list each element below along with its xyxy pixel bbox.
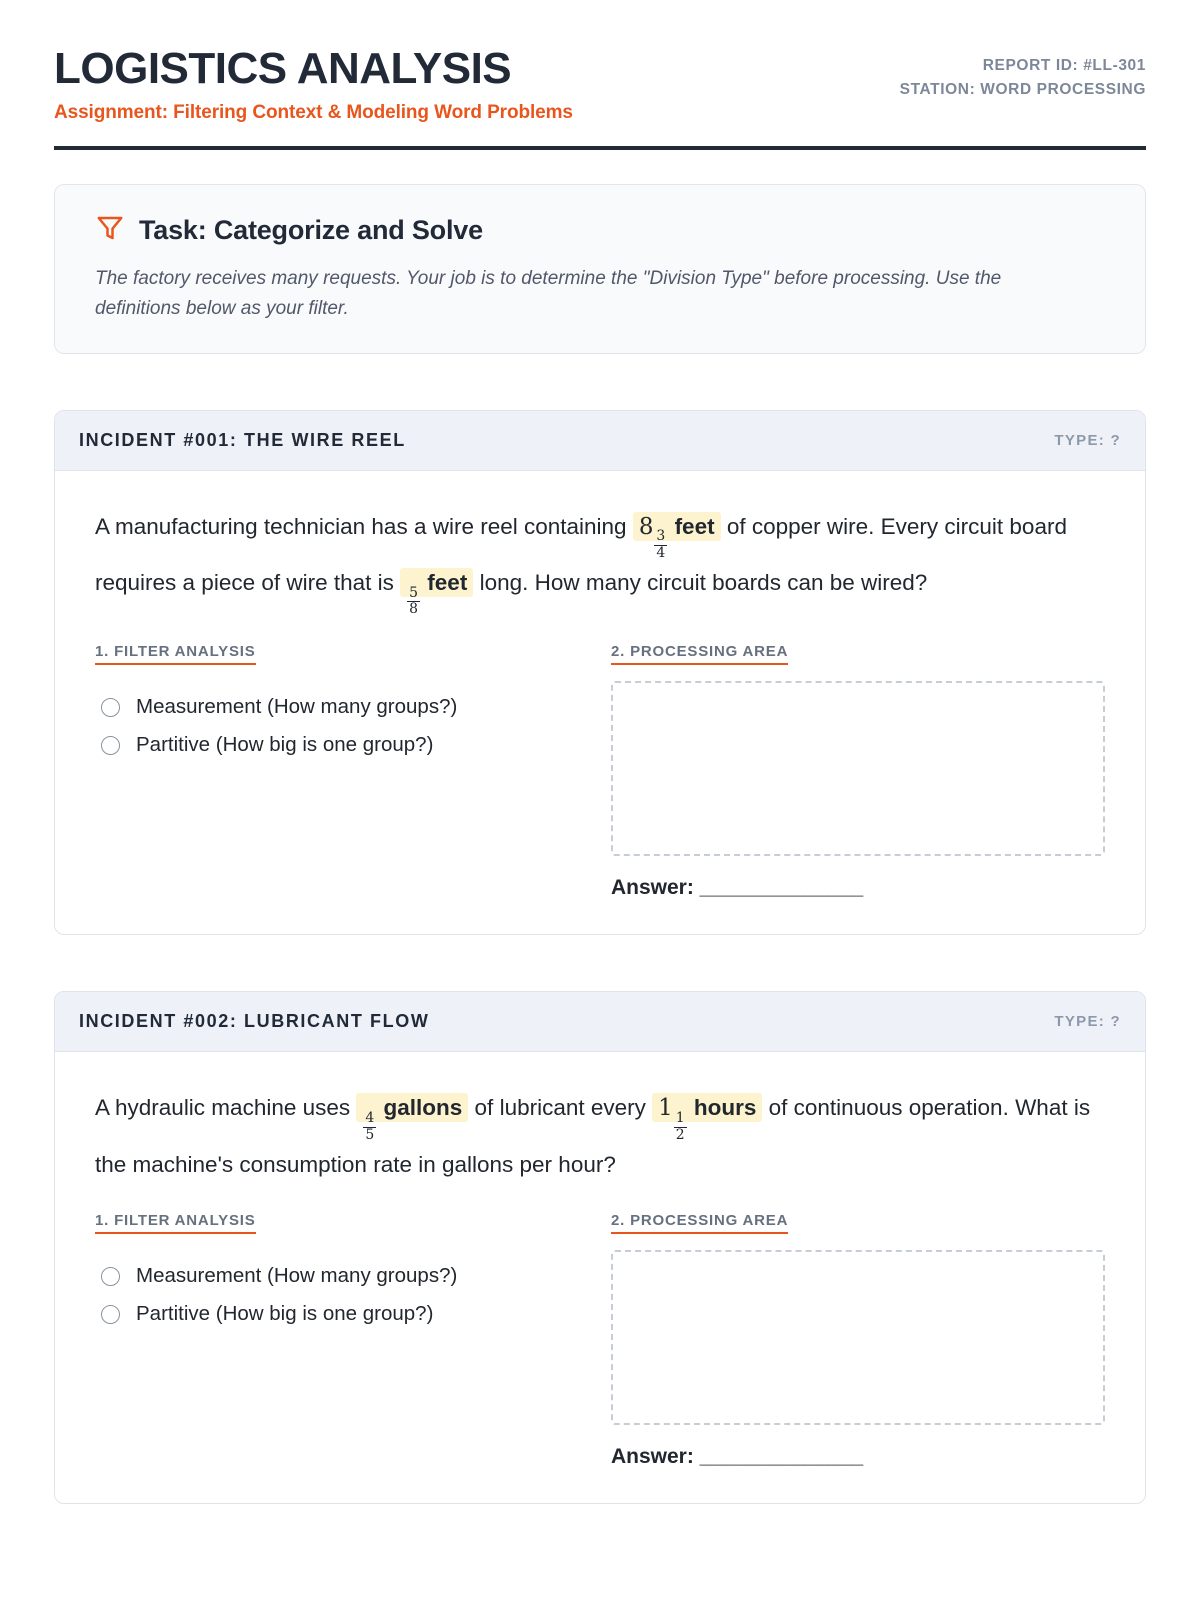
radio-measurement[interactable] (101, 1267, 120, 1286)
problem-statement (95, 505, 1105, 617)
problem-text-part1: A hydraulic machine uses (95, 1095, 357, 1121)
incident-header (55, 411, 1145, 471)
quantity-2-unit: hours (693, 1095, 757, 1121)
radio-partitive[interactable] (101, 736, 120, 755)
task-description: The factory receives many requests. Your job is to determine the "Division Type" before processing. Use the definitions below as your filter. (95, 268, 1002, 319)
choice-measurement-label: Measurement (How many groups?) (136, 1264, 458, 1288)
filter-analysis-column (95, 643, 565, 900)
page-title: LOGISTICS ANALYSIS (54, 44, 512, 93)
choice-partitive[interactable] (101, 733, 565, 757)
choice-partitive-label: Partitive (How big is one group?) (136, 733, 434, 757)
task-title: Task: Categorize and Solve (139, 215, 483, 246)
problem-text-part3: long. How many circuit boards can be wired? (473, 570, 928, 596)
processing-area-label: 2. PROCESSING AREA (611, 643, 788, 665)
problem-text-part2: of lubricant every (468, 1095, 653, 1121)
incident-header (55, 992, 1145, 1052)
quantity-1-numerator: 4 (365, 1109, 375, 1126)
choice-measurement[interactable] (101, 1264, 565, 1288)
incident-body (55, 471, 1145, 934)
incident-card-001 (54, 410, 1146, 935)
document-header (54, 46, 1146, 124)
quantity-1-unit: gallons (383, 1095, 463, 1121)
processing-area-column (611, 1212, 1105, 1469)
answer-line[interactable]: Answer: ______________ (611, 876, 864, 900)
choice-measurement[interactable] (101, 695, 565, 719)
quantity-2-whole: 1 (658, 1095, 673, 1122)
filter-analysis-label: 1. FILTER ANALYSIS (95, 643, 256, 665)
radio-partitive[interactable] (101, 1305, 120, 1324)
problem-statement (95, 1086, 1105, 1186)
quantity-2-fraction (407, 584, 420, 618)
incident-type-badge: TYPE: ? (1054, 1013, 1121, 1031)
work-row (95, 643, 1105, 900)
processing-area-label: 2. PROCESSING AREA (611, 1212, 788, 1234)
quantity-1-whole: 8 (638, 514, 654, 541)
header-left (54, 46, 573, 124)
task-card (54, 184, 1146, 354)
quantity-2-numerator: 5 (409, 584, 419, 601)
quantity-2-denominator: 8 (409, 601, 419, 618)
quantity-1-denominator: 5 (365, 1126, 375, 1143)
quantity-2-denominator: 2 (675, 1126, 685, 1143)
funnel-icon (95, 213, 125, 248)
station-label: STATION: WORD PROCESSING (899, 81, 1146, 99)
incident-id: INCIDENT #001: THE WIRE REEL (79, 430, 406, 451)
problem-text-part2: of copper wire. Every circuit board requires a piece of wire that is (95, 514, 1067, 596)
quantity-1-fraction (654, 530, 667, 561)
quantity-2-unit: feet (427, 570, 468, 596)
header-meta (900, 46, 1146, 102)
problem-text-part1: A manufacturing technician has a wire reel containing (95, 514, 633, 540)
quantity-2 (652, 1093, 762, 1143)
incident-type-badge: TYPE: ? (1054, 432, 1121, 450)
incident-id: INCIDENT #002: LUBRICANT FLOW (79, 1011, 430, 1032)
quantity-1-fraction (363, 1109, 376, 1143)
report-id: REPORT ID: #LL-301 (982, 57, 1146, 74)
choice-measurement-label: Measurement (How many groups?) (136, 695, 458, 719)
incident-body (55, 1052, 1145, 1503)
quantity-2-numerator: 1 (675, 1109, 685, 1126)
filter-analysis-column (95, 1212, 565, 1469)
quantity-1 (356, 1093, 468, 1143)
incident-card-002 (54, 991, 1146, 1504)
quantity-2-fraction (674, 1109, 687, 1143)
radio-measurement[interactable] (101, 698, 120, 717)
quantity-1-unit: feet (674, 514, 715, 540)
header-divider (54, 146, 1146, 150)
processing-area-column (611, 643, 1105, 900)
quantity-1-denominator: 4 (656, 545, 666, 562)
work-area-box[interactable] (611, 681, 1105, 856)
quantity-1-numerator: 3 (656, 528, 666, 545)
choice-partitive[interactable] (101, 1302, 565, 1326)
problem-text-part3: of continuous operation. What is the machine's consumption rate in gallons per hour? (95, 1095, 1091, 1177)
page-subtitle: Assignment: Filtering Context & Modeling Word Problems (54, 102, 573, 124)
filter-analysis-label: 1. FILTER ANALYSIS (95, 1212, 256, 1234)
work-area-box[interactable] (611, 1250, 1105, 1425)
choice-partitive-label: Partitive (How big is one group?) (136, 1302, 434, 1326)
work-row (95, 1212, 1105, 1469)
quantity-2 (400, 568, 473, 618)
task-header (95, 213, 1105, 248)
quantity-1 (633, 512, 721, 562)
answer-line[interactable]: Answer: ______________ (611, 1445, 864, 1469)
